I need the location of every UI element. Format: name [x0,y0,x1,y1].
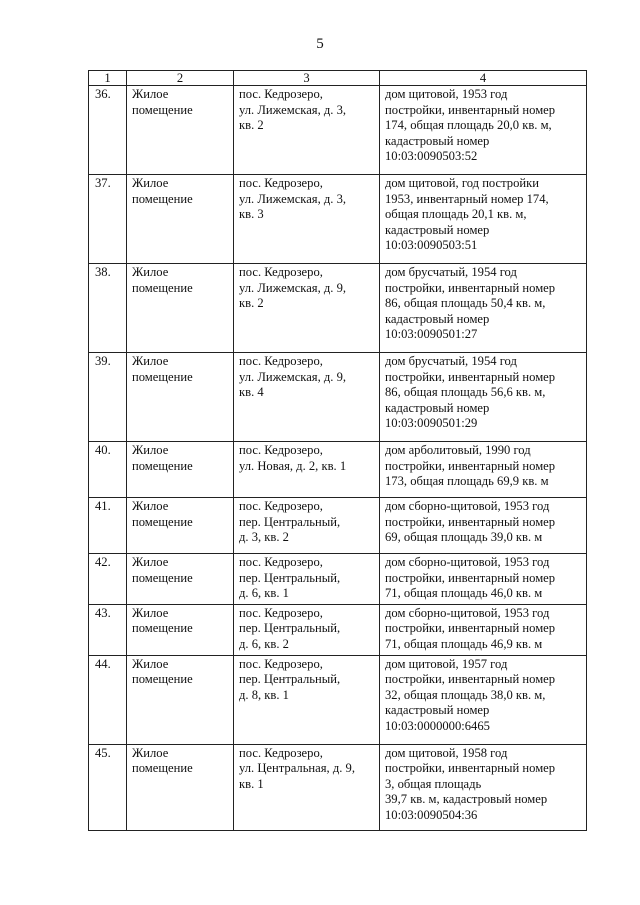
description-line: дом сборно-щитовой, 1953 год [385,555,550,569]
table-body [89,86,587,831]
object-type-line: Жилое [132,745,169,760]
address-line: кв. 2 [239,118,264,133]
address-line: пос. Кедрозеро, [239,656,323,671]
row-number: 44. [89,655,127,744]
description-cell [380,353,587,442]
description-line: кадастровый номер [385,222,490,237]
description-line: дом брусчатый, 1954 год [385,354,517,368]
address-line: пер. Центральный, [239,621,341,636]
description-line: 173, общая площадь 69,9 кв. м [385,474,549,489]
object-type-cell [127,86,234,175]
description-line: дом сборно-щитовой, 1953 год [385,499,550,513]
object-type-line: Жилое [132,656,169,671]
table-row [89,655,587,744]
object-type-line: Жилое [132,87,169,101]
table-row [89,604,587,655]
table-row [89,175,587,264]
address-line: пос. Кедрозеро, [239,605,323,620]
description-line: 10:03:0090501:29 [385,416,478,431]
row-number: 36. [89,86,127,175]
address-line: пос. Кедрозеро, [239,499,323,513]
object-type-line: Жилое [132,443,169,457]
property-registry-table [88,70,587,831]
description-line: дом щитовой, год постройки [385,176,539,190]
description-cell [380,264,587,353]
object-type-line: помещение [132,191,193,206]
address-line: пос. Кедрозеро, [239,265,323,279]
object-type-cell [127,175,234,264]
object-type-cell [127,442,234,498]
description-line: постройки, инвентарный номер [385,672,556,687]
object-type-line: Жилое [132,605,169,620]
description-line: 32, общая площадь 38,0 кв. м, [385,687,546,702]
description-line: дом щитовой, 1953 год [385,87,508,101]
address-cell [234,264,380,353]
address-line: кв. 1 [239,776,264,791]
row-number: 39. [89,353,127,442]
table-row [89,554,587,605]
description-line: кадастровый номер [385,133,490,148]
address-line: ул. Лижемская, д. 3, [239,191,347,206]
address-line: кв. 2 [239,296,264,311]
row-number: 43. [89,604,127,655]
address-line: пос. Кедрозеро, [239,176,323,190]
page-number: 5 [316,36,324,52]
table-row [89,86,587,175]
row-number: 41. [89,498,127,554]
description-line: 10:03:0090504:36 [385,807,478,822]
address-cell [234,604,380,655]
address-cell [234,554,380,605]
object-type-line: помещение [132,514,193,529]
description-line: 69, общая площадь 39,0 кв. м [385,530,543,545]
row-number: 45. [89,744,127,830]
address-cell [234,86,380,175]
description-line: постройки, инвентарный номер [385,280,556,295]
column-header-description: 4 [380,71,587,86]
description-line: дом щитовой, 1958 год [385,745,508,760]
description-cell [380,554,587,605]
object-type-line: помещение [132,458,193,473]
description-line: постройки, инвентарный номер [385,761,556,776]
object-type-cell [127,744,234,830]
table-row [89,353,587,442]
address-line: ул. Новая, д. 2, кв. 1 [239,458,347,473]
address-line: пос. Кедрозеро, [239,745,323,760]
object-type-line: Жилое [132,555,169,569]
address-line: кв. 4 [239,385,264,400]
description-line: постройки, инвентарный номер [385,369,556,384]
description-line: 39,7 кв. м, кадастровый номер [385,792,548,807]
description-line: дом арболитовый, 1990 год [385,443,531,457]
object-type-line: Жилое [132,499,169,513]
object-type-line: помещение [132,280,193,295]
description-line: постройки, инвентарный номер [385,621,556,636]
address-line: ул. Лижемская, д. 9, [239,369,347,384]
description-line: 10:03:0090503:51 [385,238,478,253]
description-line: 3, общая площадь [385,776,482,791]
description-line: общая площадь 20,1 кв. м, [385,207,527,222]
address-cell [234,353,380,442]
description-line: 86, общая площадь 50,4 кв. м, [385,296,546,311]
table-row [89,744,587,830]
row-number: 38. [89,264,127,353]
object-type-line: помещение [132,621,193,636]
description-line: дом сборно-щитовой, 1953 год [385,605,550,620]
object-type-line: помещение [132,761,193,776]
address-line: д. 6, кв. 1 [239,586,289,601]
address-cell [234,655,380,744]
object-type-line: помещение [132,570,193,585]
description-line: 10:03:0090503:52 [385,149,478,164]
description-line: 1953, инвентарный номер 174, [385,191,549,206]
row-number: 42. [89,554,127,605]
description-line: дом брусчатый, 1954 год [385,265,517,279]
description-cell [380,175,587,264]
object-type-cell [127,264,234,353]
description-cell [380,655,587,744]
description-line: постройки, инвентарный номер [385,514,556,529]
column-header-type: 2 [127,71,234,86]
address-line: пер. Центральный, [239,514,341,529]
object-type-cell [127,655,234,744]
description-line: 71, общая площадь 46,0 кв. м [385,586,543,601]
description-line: постройки, инвентарный номер [385,458,556,473]
description-line: кадастровый номер [385,703,490,718]
address-cell [234,175,380,264]
object-type-line: Жилое [132,354,169,368]
address-line: пос. Кедрозеро, [239,87,323,101]
description-line: кадастровый номер [385,400,490,415]
description-line: 174, общая площадь 20,0 кв. м, [385,118,552,133]
description-cell [380,604,587,655]
table-row [89,264,587,353]
description-line: дом щитовой, 1957 год [385,656,508,671]
object-type-line: помещение [132,672,193,687]
table-row [89,498,587,554]
description-cell [380,442,587,498]
address-line: д. 3, кв. 2 [239,530,289,545]
address-line: пер. Центральный, [239,672,341,687]
address-cell [234,744,380,830]
address-line: ул. Лижемская, д. 9, [239,280,347,295]
row-number: 37. [89,175,127,264]
object-type-line: помещение [132,369,193,384]
header-row [89,71,587,86]
object-type-line: Жилое [132,265,169,279]
address-cell [234,498,380,554]
description-line: постройки, инвентарный номер [385,102,556,117]
object-type-cell [127,554,234,605]
address-line: ул. Центральная, д. 9, [239,761,356,776]
description-line: кадастровый номер [385,311,490,326]
address-line: кв. 3 [239,207,264,222]
table-row [89,442,587,498]
column-header-address: 3 [234,71,380,86]
object-type-line: Жилое [132,176,169,190]
address-line: пос. Кедрозеро, [239,555,323,569]
description-line: 10:03:0090501:27 [385,327,478,342]
address-cell [234,442,380,498]
description-line: постройки, инвентарный номер [385,570,556,585]
description-line: 86, общая площадь 56,6 кв. м, [385,385,546,400]
address-line: пос. Кедрозеро, [239,443,323,457]
address-line: пер. Центральный, [239,570,341,585]
address-line: д. 8, кв. 1 [239,687,289,702]
description-line: 71, общая площадь 46,9 кв. м [385,636,543,651]
description-cell [380,498,587,554]
address-line: ул. Лижемская, д. 3, [239,102,347,117]
column-header-number: 1 [89,71,127,86]
description-line: 10:03:0000000:6465 [385,718,490,733]
description-cell [380,744,587,830]
description-cell [380,86,587,175]
object-type-cell [127,498,234,554]
row-number: 40. [89,442,127,498]
object-type-cell [127,604,234,655]
object-type-cell [127,353,234,442]
address-line: д. 6, кв. 2 [239,636,289,651]
object-type-line: помещение [132,102,193,117]
address-line: пос. Кедрозеро, [239,354,323,368]
